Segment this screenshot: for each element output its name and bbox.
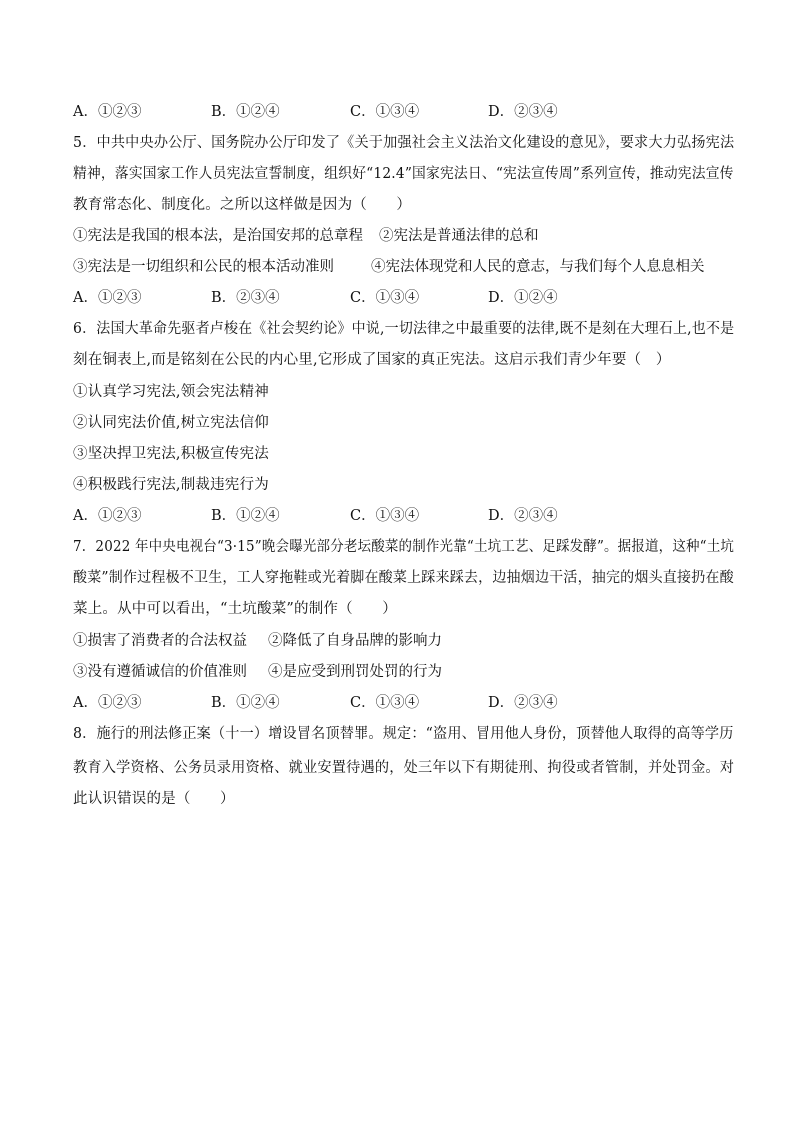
q6-stem-line-2: 刻在铜表上,而是铭刻在公民的内心里,它形成了国家的真正宪法。这启示我们青少年要（ ）	[73, 352, 671, 368]
q4-option-d[interactable]: D．②③④	[488, 104, 558, 120]
q5-option-b[interactable]: B．②③④	[211, 290, 280, 306]
q6-statement-3: ③坚决捍卫宪法,积极宣传宪法	[73, 446, 269, 462]
q5-option-c[interactable]: C．①③④	[350, 290, 420, 306]
q4-option-a[interactable]: A．①②③	[73, 104, 142, 120]
q5-statement-1: ①宪法是我国的根本法，是治国安邦的总章程	[73, 228, 363, 244]
q7-stem-line-3: 菜上。从中可以看出，“土坑酸菜”的制作（ ）	[73, 601, 397, 617]
q6-stem-line-1: 6．法国大革命先驱者卢梭在《社会契约论》中说,一切法律之中最重要的法律,既不是刻在大理石上,也不是	[73, 321, 735, 337]
q8-stem-line-3: 此认识错误的是（ ）	[73, 791, 235, 807]
q5-statement-4: ④宪法体现党和人民的意志，与我们每个人息息相关	[371, 259, 705, 275]
q7-statement-4: ④是应受到刑罚处罚的行为	[268, 664, 442, 680]
q5-options	[73, 288, 723, 308]
q5-option-a[interactable]: A．①②③	[73, 290, 142, 306]
q5-option-d[interactable]: D．①②④	[488, 290, 558, 306]
q4-options	[73, 102, 723, 122]
q6-options	[73, 506, 723, 526]
q6-statement-4: ④积极践行宪法,制裁违宪行为	[73, 477, 269, 493]
q7-statement-3: ③没有遵循诚信的价值准则	[73, 664, 247, 680]
q5-stem-line-1: 5．中共中央办公厅、国务院办公厅印发了《关于加强社会主义法治文化建设的意见》，要求大力弘扬宪法	[73, 135, 735, 151]
q7-option-b[interactable]: B．①②④	[211, 695, 280, 711]
q6-statement-2: ②认同宪法价值,树立宪法信仰	[73, 415, 269, 431]
q4-option-b[interactable]: B．①②④	[211, 104, 280, 120]
q7-statement-1: ①损害了消费者的合法权益	[73, 633, 247, 649]
q8-stem-line-2: 教育入学资格、公务员录用资格、就业安置待遇的，处三年以下有期徒刑、拘役或者管制，并处罚金。对	[73, 760, 735, 776]
q7-options	[73, 693, 723, 713]
q7-stem-line-1: 7．2022 年中央电视台“3·15”晚会曝光部分老坛酸菜的制作光靠“土坑工艺、足踩发酵”。据报道，这种“土坑	[73, 539, 735, 555]
q7-stem-line-2: 酸菜”制作过程极不卫生，工人穿拖鞋或光着脚在酸菜上踩来踩去，边抽烟边干活，抽完的烟头直接扔在酸	[73, 570, 734, 586]
q6-option-a[interactable]: A．①②③	[73, 508, 142, 524]
q6-option-c[interactable]: C．①③④	[350, 508, 420, 524]
q6-option-d[interactable]: D．②③④	[488, 508, 558, 524]
q5-statement-3: ③宪法是一切组织和公民的根本活动准则	[73, 259, 334, 275]
q6-option-b[interactable]: B．①②④	[211, 508, 280, 524]
q6-statement-1: ①认真学习宪法,领会宪法精神	[73, 384, 269, 400]
q5-stem-line-3: 教育常态化、制度化。之所以这样做是因为（ ）	[73, 197, 412, 213]
q7-option-a[interactable]: A．①②③	[73, 695, 142, 711]
q7-option-c[interactable]: C．①③④	[350, 695, 420, 711]
q7-statements-row-1	[73, 631, 723, 651]
q7-option-d[interactable]: D．②③④	[488, 695, 558, 711]
q5-statements-row-2	[73, 257, 723, 277]
q4-option-c[interactable]: C．①③④	[350, 104, 420, 120]
q7-statement-2: ②降低了自身品牌的影响力	[268, 633, 442, 649]
q8-stem-line-1: 8．施行的刑法修正案（十一）增设冒名顶替罪。规定：“盗用、冒用他人身份，顶替他人取得的高等学历	[73, 726, 734, 742]
q5-statements-row-1	[73, 226, 723, 246]
q7-statements-row-2	[73, 662, 723, 682]
q5-statement-2: ②宪法是普通法律的总和	[379, 228, 539, 244]
q5-stem-line-2: 精神，落实国家工作人员宪法宣誓制度，组织好“12.4”国家宪法日、“宪法宣传周”系列宣传，推动宪法宣传	[73, 166, 734, 182]
